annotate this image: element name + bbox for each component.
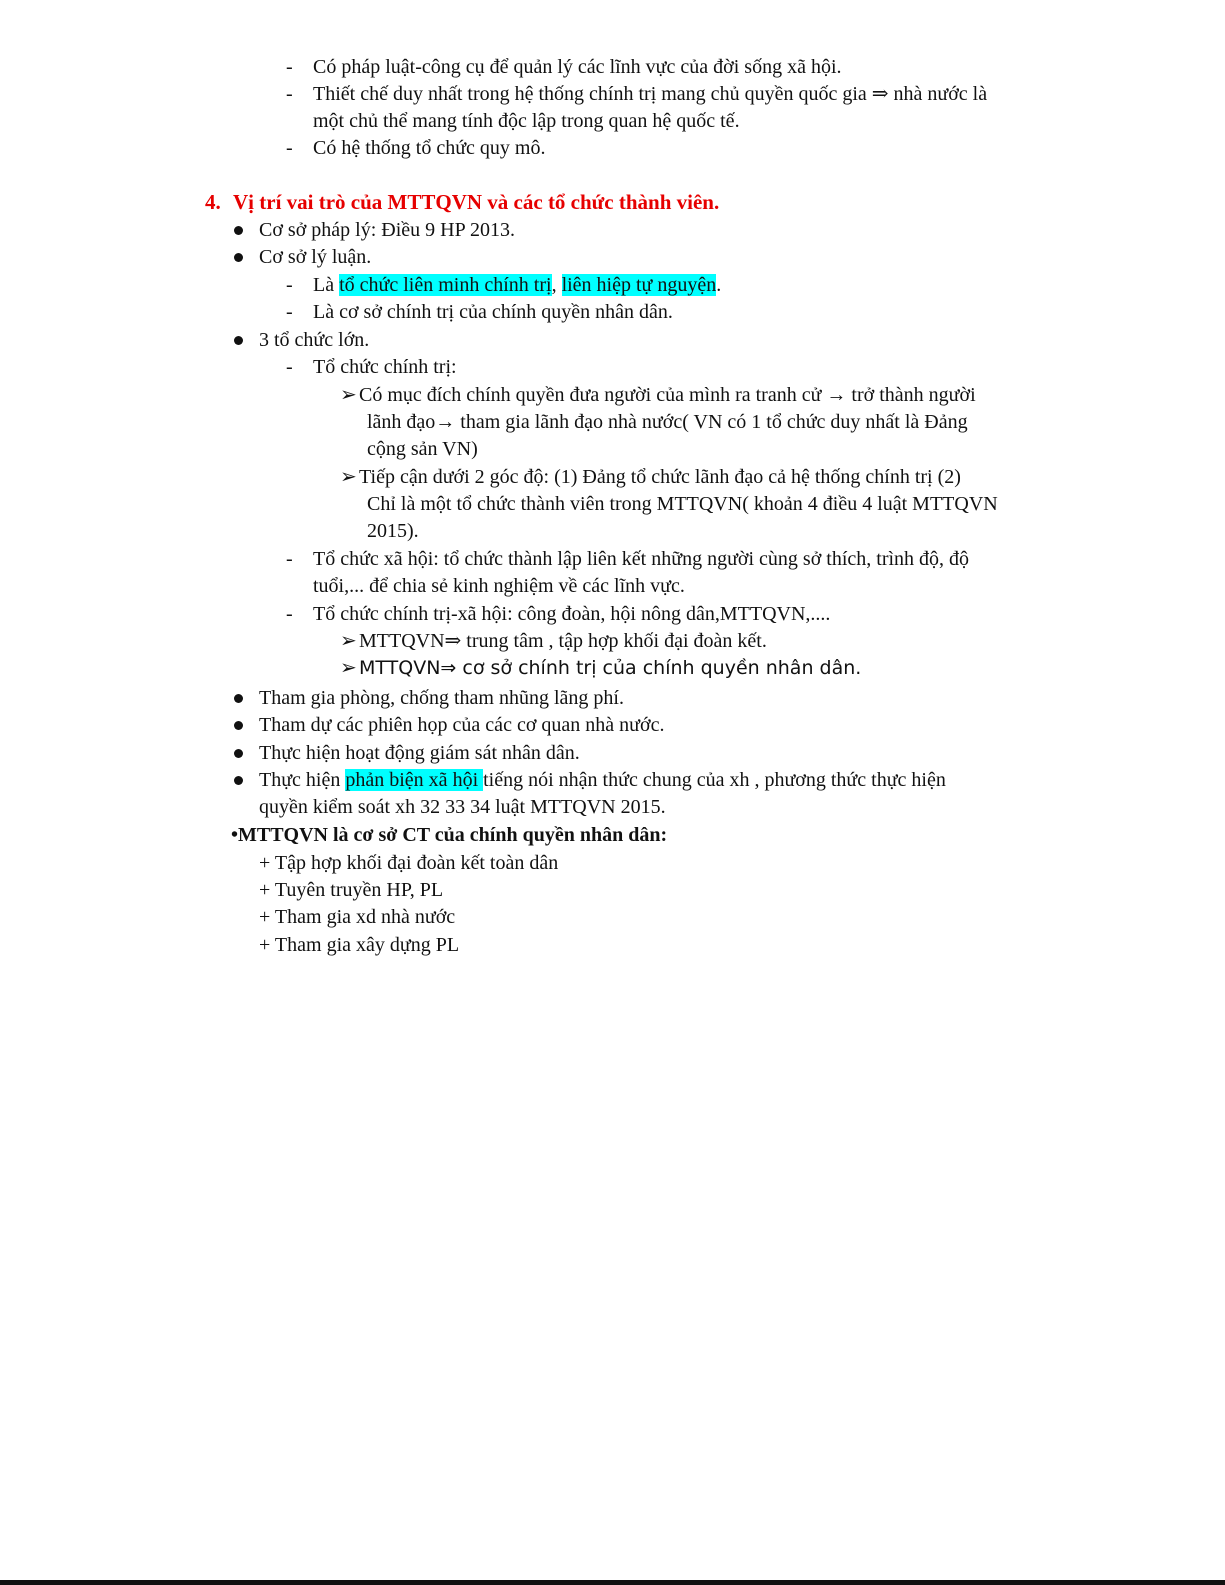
list-item: Tiếp cận dưới 2 góc độ: (1) Đảng tổ chức lãnh đạo cả hệ thống chính trị (2) (359, 466, 961, 488)
bullet-icon (234, 694, 243, 703)
bullet-icon (234, 253, 243, 262)
list-item: Tổ chức chính trị: (313, 356, 457, 378)
dash-marker: - (286, 548, 293, 570)
list-item-continuation: cộng sản VN) (367, 438, 478, 460)
arrow-bullet-icon: ➢ (340, 657, 357, 679)
list-item: MTTQVN⇒ trung tâm , tập hợp khối đại đoàn kết. (359, 630, 767, 652)
list-item: Thực hiện hoạt động giám sát nhân dân. (259, 742, 580, 764)
summary-item: + Tập hợp khối đại đoàn kết toàn dân (259, 852, 559, 874)
dash-marker: - (286, 274, 293, 296)
list-item-continuation: tuổi,... để chia sẻ kinh nghiệm về các lĩnh vực. (313, 575, 685, 597)
bullet-icon (234, 226, 243, 235)
list-item: Có pháp luật-công cụ để quản lý các lĩnh vực của đời sống xã hội. (313, 56, 842, 78)
bullet-icon (234, 336, 243, 345)
summary-item: + Tham gia xây dựng PL (259, 934, 460, 956)
arrow-bullet-icon: ➢ (340, 630, 357, 652)
page-bottom-border (0, 1580, 1225, 1585)
list-item: Tham gia phòng, chống tham nhũng lãng phí. (259, 687, 624, 709)
dash-marker: - (286, 83, 293, 105)
dash-marker: - (286, 356, 293, 378)
list-item: Tham dự các phiên họp của các cơ quan nhà nước. (259, 714, 665, 736)
arrow-bullet-icon: ➢ (340, 384, 357, 406)
bullet-icon (234, 776, 243, 785)
list-item (313, 272, 721, 299)
summary-item: + Tuyên truyền HP, PL (259, 879, 444, 901)
dash-marker: - (286, 137, 293, 159)
list-item: Là cơ sở chính trị của chính quyền nhân dân. (313, 301, 673, 323)
list-item: 3 tổ chức lớn. (259, 329, 370, 351)
list-item-continuation: quyền kiểm soát xh 32 33 34 luật MTTQVN 2015. (259, 796, 666, 818)
list-item: MTTQVN⇒ cơ sở chính trị của chính quyền nhân dân. (359, 657, 862, 679)
dash-marker: - (286, 301, 293, 323)
list-item-continuation: 2015). (367, 520, 419, 542)
text-segment: . (716, 274, 722, 296)
summary-heading: •MTTQVN là cơ sở CT của chính quyền nhân dân: (231, 824, 668, 846)
list-item: Tổ chức xã hội: tổ chức thành lập liên kết những người cùng sở thích, trình độ, độ (313, 548, 970, 570)
arrow-bullet-icon: ➢ (340, 466, 357, 488)
list-item-continuation: lãnh đạo→ tham gia lãnh đạo nhà nước( VN có 1 tổ chức duy nhất là Đảng (367, 411, 968, 433)
list-item: Cơ sở lý luận. (259, 246, 372, 268)
list-item: Thiết chế duy nhất trong hệ thống chính trị mang chủ quyền quốc gia ⇒ nhà nước là (313, 83, 988, 105)
summary-item: + Tham gia xd nhà nước (259, 906, 456, 928)
bullet-icon (234, 721, 243, 730)
list-item: Có hệ thống tổ chức quy mô. (313, 137, 546, 159)
list-item: Cơ sở pháp lý: Điều 9 HP 2013. (259, 219, 515, 241)
section-title: Vị trí vai trò của MTTQVN và các tổ chức thành viên. (233, 190, 720, 214)
section-number: 4. (205, 190, 221, 214)
dash-marker: - (286, 603, 293, 625)
list-item-continuation: Chỉ là một tổ chức thành viên trong MTTQVN( khoản 4 điều 4 luật MTTQVN (367, 493, 998, 515)
list-item: Tổ chức chính trị-xã hội: công đoàn, hội nông dân,MTTQVN,.... (313, 603, 831, 625)
text-segment: tiếng nói nhận thức chung của xh , phương thức thực hiện (483, 769, 946, 791)
bullet-icon (234, 749, 243, 758)
list-item: Có mục đích chính quyền đưa người của mình ra tranh cử → trở thành người (359, 384, 976, 406)
highlighted-text: tổ chức liên minh chính trị (339, 274, 552, 296)
dash-marker: - (286, 56, 293, 78)
list-item (259, 767, 946, 794)
text-segment: , (551, 274, 562, 296)
highlighted-text: liên hiệp tự nguyện (561, 274, 717, 296)
text-segment: Thực hiện (259, 769, 346, 791)
text-segment: Là (313, 274, 340, 296)
list-item-continuation: một chủ thể mang tính độc lập trong quan hệ quốc tế. (313, 110, 740, 132)
highlighted-text: phản biện xã hội (345, 769, 484, 791)
